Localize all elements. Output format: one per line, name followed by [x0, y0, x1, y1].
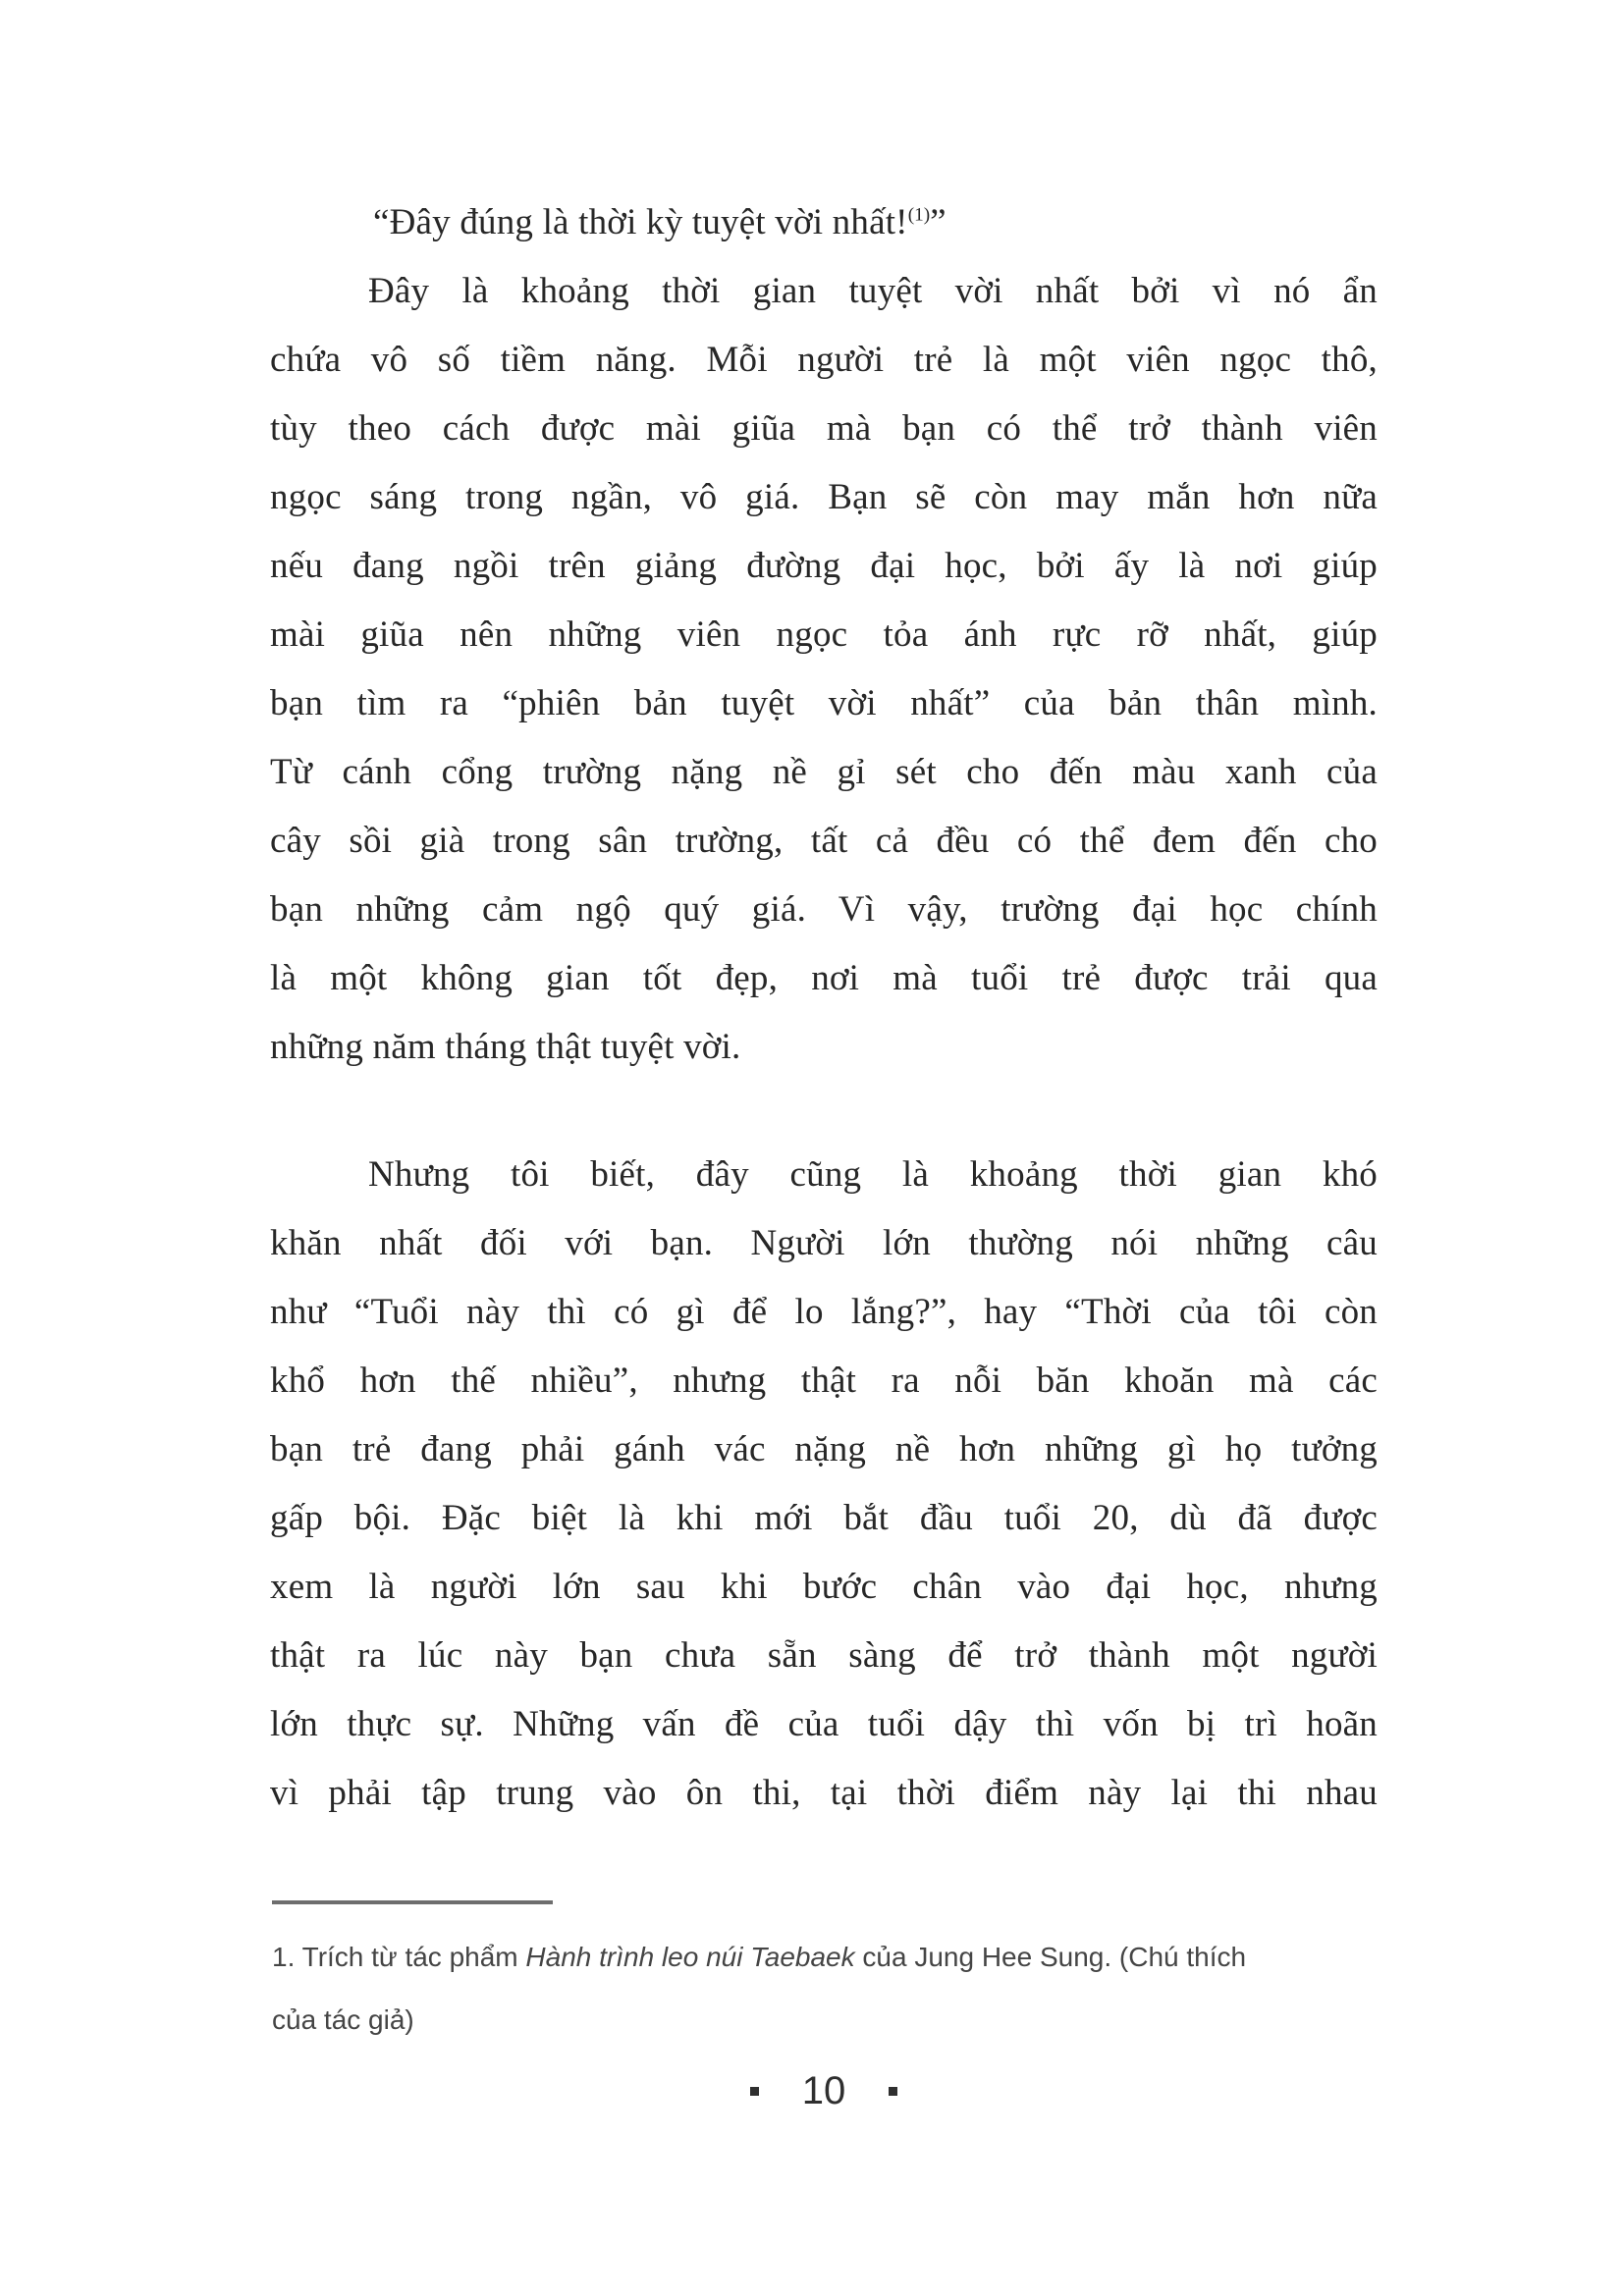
- quote-closing-mark: ”: [930, 202, 947, 242]
- page-number: 10: [801, 2069, 846, 2112]
- footnote-suffix: của Jung Hee Sung. (Chú thích: [854, 1942, 1247, 1972]
- body-text-block: [270, 188, 1378, 1828]
- paragraph1-line: là một không gian tốt đẹp, nơi mà tuổi trẻ được trải qua: [270, 958, 1378, 998]
- paragraph1-line: mài giũa nên những viên ngọc tỏa ánh rực rỡ nhất, giúp: [270, 614, 1378, 655]
- paragraph2-line: khăn nhất đối với bạn. Người lớn thường nói những câu: [270, 1223, 1378, 1263]
- paragraph2-line: bạn trẻ đang phải gánh vác nặng nề hơn những gì họ tưởng: [270, 1429, 1378, 1469]
- footnote-line-2: của tác giả): [272, 2004, 414, 2035]
- paragraph1-line: Đây là khoảng thời gian tuyệt vời nhất bởi vì nó ẩn: [368, 271, 1378, 311]
- footnote-separator-rule: [272, 1900, 553, 1904]
- paragraph1-line: tùy theo cách được mài giũa mà bạn có thể trở thành viên: [270, 408, 1378, 449]
- paragraph2-line: thật ra lúc này bạn chưa sẵn sàng để trở thành một người: [270, 1635, 1378, 1676]
- paragraph2-line: lớn thực sự. Những vấn đề của tuổi dậy thì vốn bị trì hoãn: [270, 1704, 1378, 1744]
- paragraph2-line: xem là người lớn sau khi bước chân vào đại học, nhưng: [270, 1567, 1378, 1607]
- paragraph1-line: bạn những cảm ngộ quý giá. Vì vậy, trường đại học chính: [270, 889, 1378, 930]
- paragraph1-last-line: những năm tháng thật tuyệt vời.: [270, 1027, 741, 1067]
- quote-line: [270, 188, 1378, 257]
- paragraph1-line: nếu đang ngồi trên giảng đường đại học, bởi ấy là nơi giúp: [270, 546, 1378, 586]
- quote-text: “Đây đúng là thời kỳ tuyệt vời nhất!: [373, 202, 908, 242]
- paragraph2-line: như “Tuổi này thì có gì để lo lắng?”, hay “Thời của tôi còn: [270, 1292, 1378, 1332]
- paragraph1-line: ngọc sáng trong ngần, vô giá. Bạn sẽ còn may mắn hơn nữa: [270, 477, 1378, 517]
- footnote-prefix: 1. Trích từ tác phẩm: [272, 1942, 526, 1972]
- paragraph2-line: gấp bội. Đặc biệt là khi mới bắt đầu tuổi 20, dù đã được: [270, 1498, 1378, 1538]
- footnote-work-title: Hành trình leo núi Taebaek: [525, 1942, 855, 1972]
- square-bullet-icon: [750, 2087, 759, 2096]
- footnote-line-1: [272, 1926, 1381, 1989]
- paragraph2-line: Nhưng tôi biết, đây cũng là khoảng thời gian khó: [368, 1154, 1378, 1195]
- paragraph2-line: khổ hơn thế nhiều”, nhưng thật ra nỗi băn khoăn mà các: [270, 1361, 1378, 1401]
- square-bullet-icon: [889, 2087, 897, 2096]
- paragraph1-line: Từ cánh cổng trường nặng nề gỉ sét cho đến màu xanh của: [270, 752, 1378, 792]
- footnote-block: [272, 1900, 1381, 2052]
- paragraph1-line: bạn tìm ra “phiên bản tuyệt vời nhất” của bản thân mình.: [270, 683, 1378, 723]
- paragraph2-line: vì phải tập trung vào ôn thi, tại thời điểm này lại thi nhau: [270, 1773, 1378, 1813]
- paragraph1-line: chứa vô số tiềm năng. Mỗi người trẻ là một viên ngọc thô,: [270, 340, 1378, 380]
- paragraph1-line: cây sồi già trong sân trường, tất cả đều có thể đem đến cho: [270, 821, 1378, 861]
- footnote-marker: (1): [907, 204, 931, 226]
- page-footer: [270, 2061, 1378, 2120]
